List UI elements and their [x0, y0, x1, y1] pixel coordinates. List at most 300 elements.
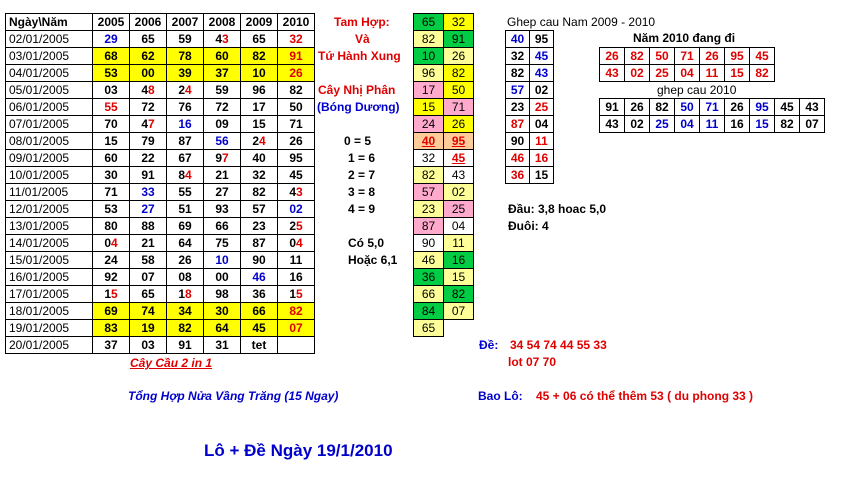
date-cell: 05/01/2005 — [6, 82, 93, 99]
number-cell: 27 — [130, 201, 167, 218]
pair-cell — [444, 320, 474, 337]
tam-hop-label: Tam Hợp: — [334, 15, 390, 29]
number-cell: 59 — [167, 31, 204, 48]
number-cell: 22 — [130, 150, 167, 167]
number-cell: 80 — [93, 218, 130, 235]
date-cell: 03/01/2005 — [6, 48, 93, 65]
number-cell: 37 — [204, 65, 241, 82]
pair-cell: 17 — [414, 82, 444, 99]
nam-2010-table — [599, 47, 775, 82]
number-cell: 32 — [241, 167, 278, 184]
number-cell: 78 — [167, 48, 204, 65]
pair-row — [414, 235, 474, 252]
number-cell: 16 — [278, 269, 315, 286]
table-row — [6, 201, 315, 218]
ghep-cell: 11 — [530, 133, 554, 150]
number-cell: 24 — [167, 82, 204, 99]
ghep-row — [506, 133, 554, 150]
table-row — [6, 167, 315, 184]
date-cell: 18/01/2005 — [6, 303, 93, 320]
pair-cell: 71 — [444, 99, 474, 116]
pair-row — [414, 133, 474, 150]
ghep-row — [506, 82, 554, 99]
nam-2010-cell: 04 — [675, 65, 700, 82]
nam-2010-cell: 82 — [625, 48, 650, 65]
nam-2010-cell: 26 — [700, 48, 725, 65]
number-cell: 87 — [167, 133, 204, 150]
number-cell: 82 — [278, 303, 315, 320]
mapping-1-6: 1 = 6 — [348, 151, 376, 165]
pair-row — [414, 252, 474, 269]
pair-cell: 90 — [414, 235, 444, 252]
nam-2010-cell: 50 — [650, 48, 675, 65]
date-cell: 12/01/2005 — [6, 201, 93, 218]
pair-cell: 26 — [444, 48, 474, 65]
de-values: 34 54 74 44 55 33 — [510, 338, 607, 352]
number-cell: 75 — [204, 235, 241, 252]
ghep-cell: 57 — [506, 82, 530, 99]
nam-2010-cell: 71 — [675, 48, 700, 65]
number-cell: 95 — [278, 150, 315, 167]
number-cell: 91 — [130, 167, 167, 184]
ghep-2010-cell: 16 — [725, 116, 750, 133]
number-cell: 43 — [278, 184, 315, 201]
ghep-cell: 23 — [506, 99, 530, 116]
number-cell: 30 — [204, 303, 241, 320]
pair-row — [414, 269, 474, 286]
number-cell — [278, 337, 315, 354]
date-cell: 08/01/2005 — [6, 133, 93, 150]
pair-cell: 87 — [414, 218, 444, 235]
pair-cell: 04 — [444, 218, 474, 235]
number-cell: 26 — [278, 133, 315, 150]
number-cell: 57 — [241, 201, 278, 218]
pair-cell: 26 — [444, 116, 474, 133]
ghep-row — [506, 31, 554, 48]
pair-cell: 11 — [444, 235, 474, 252]
de-label: Đề: — [479, 338, 499, 352]
ghep-cell: 02 — [530, 82, 554, 99]
number-cell: 82 — [241, 48, 278, 65]
pair-cell: 82 — [414, 31, 444, 48]
table-row — [6, 303, 315, 320]
pair-cell: 45 — [444, 150, 474, 167]
mapping-0-5: 0 = 5 — [344, 134, 372, 148]
ghep-2010-cell: 04 — [675, 116, 700, 133]
number-cell: 31 — [204, 337, 241, 354]
number-cell: 51 — [167, 201, 204, 218]
ghep-cell: 25 — [530, 99, 554, 116]
date-cell: 17/01/2005 — [6, 286, 93, 303]
number-cell: 87 — [241, 235, 278, 252]
number-cell: 18 — [167, 286, 204, 303]
nam-2010-cell: 82 — [750, 65, 775, 82]
number-cell: 39 — [167, 65, 204, 82]
ghep-2010-cell: 82 — [775, 116, 800, 133]
date-cell: 13/01/2005 — [6, 218, 93, 235]
ghep-2010-cell: 02 — [625, 116, 650, 133]
number-cell: 15 — [93, 286, 130, 303]
number-cell: 60 — [204, 48, 241, 65]
table-row — [6, 48, 315, 65]
number-cell: 03 — [130, 337, 167, 354]
number-cell: 55 — [167, 184, 204, 201]
ghep-2010-title: ghep cau 2010 — [657, 83, 737, 97]
pair-cell: 46 — [414, 252, 444, 269]
ghep-2010-row — [600, 116, 825, 133]
nam-2010-cell: 02 — [625, 65, 650, 82]
pair-row — [414, 48, 474, 65]
number-cell: 82 — [241, 184, 278, 201]
number-cell: 00 — [204, 269, 241, 286]
pair-cell: 23 — [414, 201, 444, 218]
date-cell: 02/01/2005 — [6, 31, 93, 48]
number-cell: 32 — [278, 31, 315, 48]
ghep-2010-cell: 95 — [750, 99, 775, 116]
number-cell: 56 — [204, 133, 241, 150]
nam-2010-cell: 25 — [650, 65, 675, 82]
table-row — [6, 65, 315, 82]
hoac-6-1-label: Hoặc 6,1 — [348, 253, 398, 267]
number-cell: 25 — [278, 218, 315, 235]
number-cell: 19 — [130, 320, 167, 337]
pair-cell: 36 — [414, 269, 444, 286]
pair-cell: 10 — [414, 48, 444, 65]
number-cell: 79 — [130, 133, 167, 150]
ghep-cell: 04 — [530, 116, 554, 133]
number-cell: 88 — [130, 218, 167, 235]
ghep-cell: 36 — [506, 167, 530, 184]
ghep-2010-cell: 45 — [775, 99, 800, 116]
number-cell: 96 — [241, 82, 278, 99]
number-cell: 00 — [130, 65, 167, 82]
number-cell: 53 — [93, 201, 130, 218]
number-cell: tet — [241, 337, 278, 354]
number-cell: 15 — [241, 116, 278, 133]
number-cell: 82 — [167, 320, 204, 337]
number-cell: 34 — [167, 303, 204, 320]
number-cell: 69 — [93, 303, 130, 320]
ghep-2010-table — [599, 98, 825, 133]
ghep-2010-cell: 15 — [750, 116, 775, 133]
number-cell: 58 — [130, 252, 167, 269]
column-header: 2010 — [278, 14, 315, 31]
number-cell: 16 — [167, 116, 204, 133]
bong-duong-label: (Bóng Dương) — [317, 100, 400, 114]
number-cell: 27 — [204, 184, 241, 201]
number-cell: 60 — [93, 150, 130, 167]
pair-cell: 65 — [414, 14, 444, 31]
results-table — [5, 13, 315, 354]
number-cell: 50 — [278, 99, 315, 116]
pair-row — [414, 82, 474, 99]
number-cell: 66 — [204, 218, 241, 235]
pair-row — [414, 116, 474, 133]
table-row — [6, 150, 315, 167]
pair-row — [414, 286, 474, 303]
pair-cell: 16 — [444, 252, 474, 269]
date-cell: 10/01/2005 — [6, 167, 93, 184]
number-cell: 70 — [93, 116, 130, 133]
ghep-row — [506, 150, 554, 167]
ghep-row — [506, 65, 554, 82]
number-cell: 45 — [241, 320, 278, 337]
number-cell: 59 — [204, 82, 241, 99]
number-cell: 55 — [93, 99, 130, 116]
number-cell: 92 — [93, 269, 130, 286]
pair-cell: 82 — [444, 286, 474, 303]
ghep-cau-table — [505, 30, 554, 184]
number-cell: 02 — [278, 201, 315, 218]
number-cell: 10 — [241, 65, 278, 82]
pair-row — [414, 184, 474, 201]
ghep-2010-cell: 43 — [800, 99, 825, 116]
pair-cell: 25 — [444, 201, 474, 218]
date-cell: 07/01/2005 — [6, 116, 93, 133]
pair-row — [414, 31, 474, 48]
nam-2010-cell: 26 — [600, 48, 625, 65]
pair-row — [414, 303, 474, 320]
number-cell: 66 — [241, 303, 278, 320]
pair-cell: 82 — [414, 167, 444, 184]
number-cell: 93 — [204, 201, 241, 218]
pair-cell: 65 — [414, 320, 444, 337]
ghep-cell: 46 — [506, 150, 530, 167]
table-row — [6, 235, 315, 252]
table-row — [6, 218, 315, 235]
date-cell: 09/01/2005 — [6, 150, 93, 167]
date-cell: 20/01/2005 — [6, 337, 93, 354]
pair-row — [414, 150, 474, 167]
table-row — [6, 99, 315, 116]
number-cell: 83 — [93, 320, 130, 337]
number-cell: 08 — [167, 269, 204, 286]
number-cell: 98 — [204, 286, 241, 303]
ghep-2010-cell: 50 — [675, 99, 700, 116]
pair-row — [414, 201, 474, 218]
number-cell: 45 — [278, 167, 315, 184]
bao-lo-label: Bao Lô: — [478, 389, 523, 403]
number-cell: 65 — [241, 31, 278, 48]
tu-hanh-xung-label: Tứ Hành Xung — [318, 49, 401, 63]
pair-cell: 82 — [444, 65, 474, 82]
number-cell: 47 — [130, 116, 167, 133]
ghep-cell: 40 — [506, 31, 530, 48]
pair-cell: 40 — [414, 133, 444, 150]
number-cell: 91 — [278, 48, 315, 65]
column-header: 2007 — [167, 14, 204, 31]
number-cell: 62 — [130, 48, 167, 65]
table-row — [6, 184, 315, 201]
number-cell: 53 — [93, 65, 130, 82]
ghep-2010-row — [600, 99, 825, 116]
number-cell: 91 — [167, 337, 204, 354]
number-cell: 24 — [93, 252, 130, 269]
table-row — [6, 82, 315, 99]
pair-cell: 32 — [444, 14, 474, 31]
pair-row — [414, 320, 474, 337]
table-row — [6, 286, 315, 303]
ghep-cell: 16 — [530, 150, 554, 167]
number-cell: 65 — [130, 31, 167, 48]
number-cell: 21 — [130, 235, 167, 252]
column-header: 2009 — [241, 14, 278, 31]
date-cell: 06/01/2005 — [6, 99, 93, 116]
number-cell: 76 — [167, 99, 204, 116]
number-cell: 10 — [204, 252, 241, 269]
table-row — [6, 116, 315, 133]
table-row — [6, 337, 315, 354]
number-cell: 71 — [93, 184, 130, 201]
number-cell: 23 — [241, 218, 278, 235]
date-cell: 11/01/2005 — [6, 184, 93, 201]
number-cell: 04 — [93, 235, 130, 252]
nam-2010-cell: 15 — [725, 65, 750, 82]
number-cell: 29 — [93, 31, 130, 48]
ghep-cell: 45 — [530, 48, 554, 65]
number-cell: 21 — [204, 167, 241, 184]
date-cell: 14/01/2005 — [6, 235, 93, 252]
number-cell: 15 — [93, 133, 130, 150]
table-header-row — [6, 14, 315, 31]
pair-cell: 96 — [414, 65, 444, 82]
pair-row — [414, 99, 474, 116]
ghep-row — [506, 48, 554, 65]
table-row — [6, 31, 315, 48]
number-cell: 24 — [241, 133, 278, 150]
number-cell: 68 — [93, 48, 130, 65]
ghep-row — [506, 167, 554, 184]
pair-cell: 15 — [444, 269, 474, 286]
pair-cell: 07 — [444, 303, 474, 320]
table-row — [6, 320, 315, 337]
ghep-2010-cell: 43 — [600, 116, 625, 133]
footer-title: Lô + Đề Ngày 19/1/2010 — [204, 441, 393, 460]
nam-2010-cell: 43 — [600, 65, 625, 82]
number-cell: 71 — [278, 116, 315, 133]
pair-row — [414, 167, 474, 184]
date-cell: 16/01/2005 — [6, 269, 93, 286]
number-cell: 37 — [93, 337, 130, 354]
number-cell: 97 — [204, 150, 241, 167]
pair-cell: 95 — [444, 133, 474, 150]
ghep-row — [506, 116, 554, 133]
table-row — [6, 133, 315, 150]
number-cell: 84 — [167, 167, 204, 184]
number-cell: 04 — [278, 235, 315, 252]
pair-row — [414, 14, 474, 31]
tong-hop-label: Tổng Hợp Nửa Vầng Trăng (15 Ngay) — [128, 389, 339, 403]
number-cell: 90 — [241, 252, 278, 269]
mapping-4-9: 4 = 9 — [348, 202, 376, 216]
ghep-2010-cell: 26 — [725, 99, 750, 116]
co-5-0-label: Có 5,0 — [348, 236, 385, 250]
number-cell: 43 — [204, 31, 241, 48]
ghep-cell: 87 — [506, 116, 530, 133]
table-row — [6, 269, 315, 286]
number-cell: 11 — [278, 252, 315, 269]
nam-2010-cell: 11 — [700, 65, 725, 82]
number-cell: 46 — [241, 269, 278, 286]
number-cell: 07 — [130, 269, 167, 286]
pair-cell: 84 — [414, 303, 444, 320]
number-cell: 17 — [241, 99, 278, 116]
nam-2010-cell: 45 — [750, 48, 775, 65]
ghep-row — [506, 99, 554, 116]
duoi-text: Đuôi: 4 — [508, 219, 549, 233]
ghep-2010-cell: 25 — [650, 116, 675, 133]
ghep-2010-cell: 91 — [600, 99, 625, 116]
number-cell: 64 — [204, 320, 241, 337]
mapping-3-8: 3 = 8 — [348, 185, 376, 199]
pair-cell: 15 — [414, 99, 444, 116]
date-cell: 15/01/2005 — [6, 252, 93, 269]
number-cell: 03 — [93, 82, 130, 99]
number-cell: 07 — [278, 320, 315, 337]
table-row — [6, 252, 315, 269]
date-cell: 19/01/2005 — [6, 320, 93, 337]
number-cell: 09 — [204, 116, 241, 133]
va-label: Và — [355, 32, 370, 46]
number-cell: 26 — [167, 252, 204, 269]
number-cell: 64 — [167, 235, 204, 252]
number-cell: 26 — [278, 65, 315, 82]
nam-2010-row — [600, 65, 775, 82]
column-header: 2005 — [93, 14, 130, 31]
ghep-2010-cell: 26 — [625, 99, 650, 116]
number-cell: 15 — [278, 286, 315, 303]
dau-text: Đầu: 3,8 hoac 5,0 — [508, 202, 607, 216]
lot-values: lot 07 70 — [508, 355, 557, 369]
number-cell: 82 — [278, 82, 315, 99]
pair-cell: 24 — [414, 116, 444, 133]
number-cell: 72 — [204, 99, 241, 116]
pair-row — [414, 218, 474, 235]
ghep-2010-cell: 71 — [700, 99, 725, 116]
column-header: 2008 — [204, 14, 241, 31]
ghep-2010-cell: 07 — [800, 116, 825, 133]
nam-2010-cell: 95 — [725, 48, 750, 65]
number-cell: 65 — [130, 286, 167, 303]
number-cell: 72 — [130, 99, 167, 116]
date-cell: 04/01/2005 — [6, 65, 93, 82]
number-cell: 74 — [130, 303, 167, 320]
pair-cell: 66 — [414, 286, 444, 303]
ghep-2010-cell: 11 — [700, 116, 725, 133]
pair-cell: 50 — [444, 82, 474, 99]
bao-lo-value: 45 + 06 có thể thêm 53 ( du phong 33 ) — [536, 389, 754, 403]
number-cell: 48 — [130, 82, 167, 99]
ghep-cell: 15 — [530, 167, 554, 184]
ghep-cell: 90 — [506, 133, 530, 150]
nam-2010-title: Năm 2010 đang đi — [633, 31, 736, 45]
number-cell: 40 — [241, 150, 278, 167]
pair-table — [413, 13, 474, 337]
number-cell: 33 — [130, 184, 167, 201]
pair-cell: 02 — [444, 184, 474, 201]
number-cell: 67 — [167, 150, 204, 167]
nam-2010-row — [600, 48, 775, 65]
ghep-cell: 82 — [506, 65, 530, 82]
number-cell: 36 — [241, 286, 278, 303]
ghep-cell: 95 — [530, 31, 554, 48]
ghep-cell: 32 — [506, 48, 530, 65]
ghep-cell: 43 — [530, 65, 554, 82]
ghep-cau-title: Ghep cau Nam 2009 - 2010 — [507, 15, 656, 29]
column-header: 2006 — [130, 14, 167, 31]
pair-cell: 91 — [444, 31, 474, 48]
number-cell: 30 — [93, 167, 130, 184]
